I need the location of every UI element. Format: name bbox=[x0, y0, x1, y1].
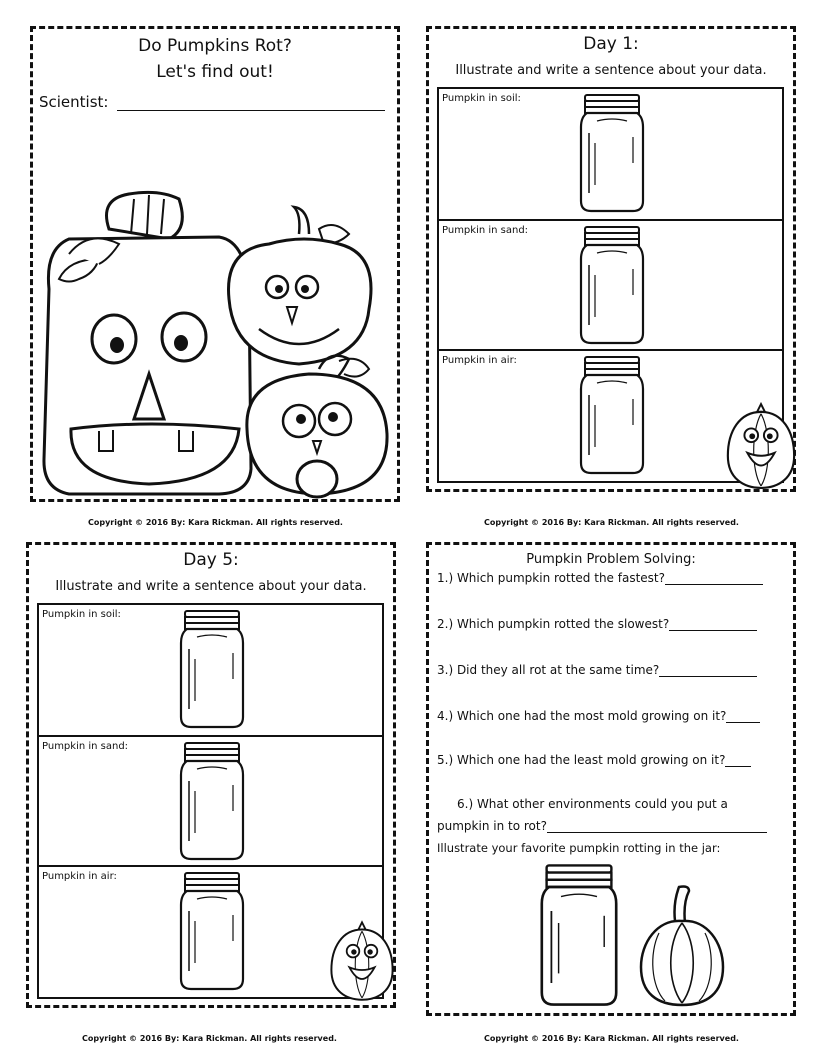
day5-subtitle: Illustrate and write a sentence about your data. bbox=[55, 579, 367, 594]
question-2[interactable] bbox=[437, 617, 757, 631]
question-5-text: 5.) Which one had the least mold growing on it? bbox=[437, 753, 726, 767]
problem-solving-panel bbox=[426, 542, 796, 1016]
answer-line[interactable] bbox=[726, 710, 760, 723]
answer-line[interactable] bbox=[669, 618, 757, 631]
scientist-line[interactable] bbox=[117, 98, 385, 111]
question-6-continued[interactable] bbox=[437, 819, 767, 833]
row-label: Pumpkin in sand: bbox=[42, 741, 129, 752]
copyright-3: Copyright © 2016 By: Kara Rickman. All rights reserved. bbox=[82, 1034, 337, 1043]
copyright-2: Copyright © 2016 By: Kara Rickman. All rights reserved. bbox=[484, 518, 739, 527]
day1-row-sand[interactable] bbox=[439, 221, 782, 351]
row-label: Pumpkin in air: bbox=[442, 355, 517, 366]
row-label: Pumpkin in air: bbox=[42, 871, 117, 882]
jar-icon bbox=[177, 609, 247, 729]
corner-pumpkin-icon bbox=[722, 402, 800, 490]
copyright-1: Copyright © 2016 By: Kara Rickman. All rights reserved. bbox=[88, 518, 343, 527]
copyright-4: Copyright © 2016 By: Kara Rickman. All rights reserved. bbox=[484, 1034, 739, 1043]
day5-title: Day 5: bbox=[183, 550, 239, 570]
favorite-jar-icon bbox=[523, 863, 635, 1007]
cover-subtitle: Let's find out! bbox=[156, 62, 274, 82]
answer-line[interactable] bbox=[725, 754, 751, 767]
question-1[interactable] bbox=[437, 571, 763, 585]
jar-icon bbox=[577, 93, 647, 213]
cover-panel bbox=[30, 26, 400, 502]
jar-icon bbox=[577, 225, 647, 345]
row-label: Pumpkin in sand: bbox=[442, 225, 529, 236]
cover-title: Do Pumpkins Rot? bbox=[138, 36, 292, 56]
question-3-text: 3.) Did they all rot at the same time? bbox=[437, 663, 660, 677]
pumpkin-icon bbox=[637, 883, 727, 1007]
answer-line[interactable] bbox=[659, 664, 757, 677]
row-label: Pumpkin in soil: bbox=[42, 609, 121, 620]
pumpkins-illustration bbox=[39, 189, 394, 494]
question-2-text: 2.) Which pumpkin rotted the slowest? bbox=[437, 617, 670, 631]
day1-row-soil[interactable] bbox=[439, 89, 782, 221]
day1-title: Day 1: bbox=[583, 34, 639, 54]
day5-row-sand[interactable] bbox=[39, 737, 382, 867]
question-6 bbox=[457, 797, 728, 811]
question-4[interactable] bbox=[437, 709, 760, 723]
scientist-field[interactable] bbox=[39, 93, 385, 111]
day5-row-soil[interactable] bbox=[39, 605, 382, 737]
question-6-text-2: pumpkin in to rot? bbox=[437, 819, 547, 833]
jar-icon bbox=[577, 355, 647, 475]
answer-line[interactable] bbox=[547, 820, 767, 833]
problem-solving-title: Pumpkin Problem Solving: bbox=[526, 552, 696, 567]
illustrate-instruction: Illustrate your favorite pumpkin rotting in the jar: bbox=[437, 841, 721, 855]
question-6-text: 6.) What other environments could you put a bbox=[457, 797, 728, 811]
jar-icon bbox=[177, 871, 247, 991]
corner-pumpkin-icon bbox=[326, 920, 398, 1002]
question-4-text: 4.) Which one had the most mold growing on it? bbox=[437, 709, 727, 723]
question-1-text: 1.) Which pumpkin rotted the fastest? bbox=[437, 571, 665, 585]
row-label: Pumpkin in soil: bbox=[442, 93, 521, 104]
jar-icon bbox=[177, 741, 247, 861]
scientist-label: Scientist: bbox=[39, 93, 109, 111]
question-5[interactable] bbox=[437, 753, 751, 767]
day1-subtitle: Illustrate and write a sentence about your data. bbox=[455, 63, 767, 78]
question-3[interactable] bbox=[437, 663, 757, 677]
answer-line[interactable] bbox=[665, 572, 763, 585]
